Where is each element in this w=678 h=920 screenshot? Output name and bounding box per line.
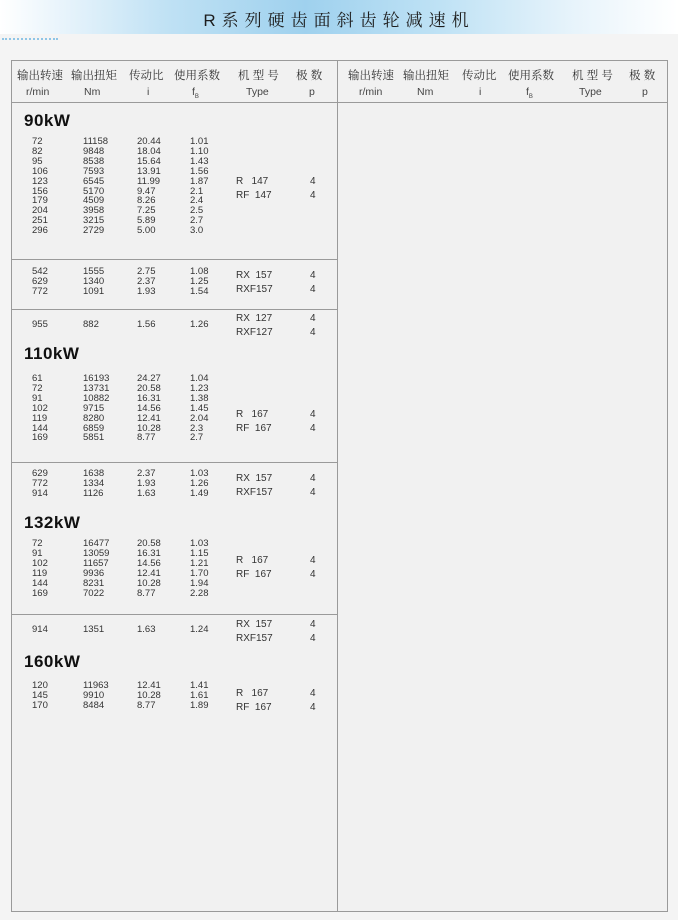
data-column-factor: 1.03 1.15 1.21 1.70 1.94 2.28 [190,538,209,599]
header-torque-right: 输出扭矩 [403,70,449,82]
data-column-speed: 542 629 772 [32,266,48,297]
pole-count-list: 4 4 [310,270,316,295]
data-column-speed: 914 [32,624,48,635]
header-factor-unit: $f_B$ [192,86,199,101]
group-separator [12,462,337,463]
header-type-unit-right: Type [579,86,602,98]
data-column-torque: 11158 9848 8538 7593 6545 5170 4509 3958 3215 2729 [83,136,109,237]
model-type-list: R 147 RF 147 [236,176,272,201]
data-column-factor: 1.08 1.25 1.54 [190,266,209,297]
data-column-factor: 1.01 1.10 1.43 1.56 1.87 2.1 2.4 2.5 2.7 3.0 [190,136,209,237]
data-column-torque: 16193 13731 10882 9715 8280 6859 5851 [83,373,110,444]
data-column-torque: 11963 9910 8484 [83,680,109,711]
data-column-torque: 1555 1340 1091 [83,266,105,297]
pole-count-list: 4 4 [310,176,316,201]
model-type-list: RX 157 RXF157 [236,270,273,295]
header-factor: 使用系数 [174,70,220,82]
section-power-heading: 90kW [24,111,71,130]
header-ratio-right: 传动比 [462,70,497,82]
model-type-list: RX 157 RXF157 [236,619,273,644]
header-speed-unit-right: r/min [359,86,383,98]
data-column-torque: 882 [83,319,99,330]
header-torque: 输出扭矩 [71,70,117,82]
data-column-torque: 16477 13059 11657 9936 8231 7022 [83,538,110,599]
group-separator [12,259,337,260]
header-ratio-unit: i [147,86,150,98]
data-column-speed: 629 772 914 [32,468,48,499]
decorative-dots [2,38,58,40]
pole-count-list: 4 4 [310,555,316,580]
data-column-factor: 1.03 1.26 1.49 [190,468,209,499]
header-poles-right: 极 数 [629,70,656,82]
page-title: R系列硬齿面斜齿轮减速机 [203,11,475,30]
model-type-list: R 167 RF 167 [236,688,272,713]
data-column-speed: 955 [32,319,48,330]
section-power-heading: 110kW [24,344,80,363]
pole-count-list: 4 4 [310,409,316,434]
header-factor-unit-right: $f_B$ [526,86,533,101]
column-divider [337,61,338,911]
pole-count-list: 4 4 [310,313,316,338]
data-column-ratio: 20.58 16.31 14.56 12.41 10.28 8.77 [137,538,161,599]
header-speed-unit: r/min [26,86,50,98]
data-column-factor: 1.24 [190,624,209,635]
header-type: 机 型 号 [238,70,279,82]
header-ratio-unit-right: i [479,86,482,98]
model-type-list: RX 127 RXF127 [236,313,273,338]
data-column-ratio: 1.56 [137,319,156,330]
model-type-list: R 167 RF 167 [236,409,272,434]
pole-count-list: 4 4 [310,688,316,713]
data-column-speed: 72 91 102 119 144 169 [32,538,48,599]
table-header [12,61,667,103]
header-torque-unit-right: Nm [417,86,434,98]
pole-count-list: 4 4 [310,619,316,644]
header-speed: 输出转速 [17,70,63,82]
data-column-ratio: 12.41 10.28 8.77 [137,680,161,711]
data-column-ratio: 2.37 1.93 1.63 [137,468,156,499]
header-torque-unit: Nm [84,86,101,98]
header-type-right: 机 型 号 [572,70,613,82]
header-type-unit: Type [246,86,269,98]
header-ratio: 传动比 [129,70,164,82]
data-column-speed: 61 72 91 102 119 144 169 [32,373,48,444]
data-column-ratio: 1.63 [137,624,156,635]
section-power-heading: 132kW [24,513,81,532]
data-column-torque: 1638 1334 1126 [83,468,105,499]
model-type-list: R 167 RF 167 [236,555,272,580]
pole-count-list: 4 4 [310,473,316,498]
data-column-ratio: 20.44 18.04 15.64 13.91 11.99 9.47 8.26 7.25 5.89 5.00 [137,136,161,237]
data-column-factor: 1.04 1.23 1.38 1.45 2.04 2.3 2.7 [190,373,209,444]
data-column-speed: 120 145 170 [32,680,48,711]
group-separator [12,614,337,615]
data-column-factor: 1.41 1.61 1.89 [190,680,209,711]
header-speed-right: 输出转速 [348,70,394,82]
header-poles-unit-right: p [642,86,648,98]
data-column-speed: 72 82 95 106 123 156 179 204 251 296 [32,136,48,237]
header-poles-unit: p [309,86,315,98]
data-column-ratio: 2.75 2.37 1.93 [137,266,156,297]
data-column-ratio: 24.27 20.58 16.31 14.56 12.41 10.28 8.77 [137,373,161,444]
data-column-factor: 1.26 [190,319,209,330]
group-separator [12,309,337,310]
section-power-heading: 160kW [24,652,81,671]
header-factor-right: 使用系数 [508,70,554,82]
spec-table [11,60,668,912]
data-column-torque: 1351 [83,624,105,635]
model-type-list: RX 157 RXF157 [236,473,273,498]
header-poles: 极 数 [296,70,323,82]
